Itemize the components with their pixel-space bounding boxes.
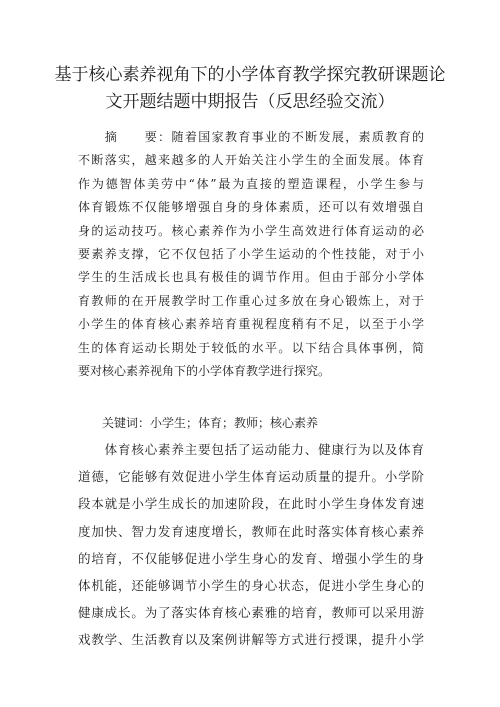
abstract-line: 生的体育运动长期处于较低的水平。以下结合具体事例，简 xyxy=(78,340,424,355)
abstract-line: 不断落实，越来越多的人开始关注小学生的全面发展。体育 xyxy=(78,153,424,168)
abstract-section xyxy=(78,126,424,383)
keywords-line: 关键词：小学生；体育；教师；核心素养 xyxy=(78,416,319,430)
paragraph-line: 体机能，还能够调节小学生的身心状态，促进小学生身心的 xyxy=(78,578,424,594)
abstract-line: 作为德智体美劳中“体”最为直接的塑造课程，小学生参与 xyxy=(78,176,424,191)
paragraph-line: 的培育，不仅能够促进小学生身心的发育、增强小学生的身 xyxy=(78,550,424,566)
abstract-line: 身的运动技巧。核心素养作为小学生高效进行体育运动的必 xyxy=(78,223,424,238)
document-title xyxy=(40,62,460,116)
paragraph-line: 戏教学、生活教育以及案例讲解等方式进行授课，提升小学 xyxy=(78,632,424,648)
abstract-line: 小学生的体育核心素养培育重视程度稍有不足，以至于小学 xyxy=(78,317,424,332)
abstract-line: 要素养支撑，它不仅包括了小学生运动的个性技能，对于小 xyxy=(78,247,424,262)
title-line-1: 基于核心素养视角下的小学体育教学探究教研课题论 xyxy=(54,65,446,85)
body-paragraph xyxy=(78,436,424,654)
paragraph-line: 道德，它能够有效促进小学生体育运动质量的提升。小学阶 xyxy=(78,469,424,485)
paragraph-line: 体育核心素养主要包括了运动能力、健康行为以及体育 xyxy=(78,442,424,457)
abstract-line: 体育锻炼不仅能够增强自身的身体素质，还可以有效增强自 xyxy=(78,200,424,215)
abstract-line: 育教师的在开展教学时工作重心过多放在身心锻炼上，对于 xyxy=(78,293,424,308)
abstract-line: 学生的生活成长也具有极佳的调节作用。但由于部分小学体 xyxy=(78,270,424,285)
title-line-2: 文开题结题中期报告（反思经验交流） xyxy=(105,92,395,112)
abstract-line: 摘 要：随着国家教育事业的不断发展，素质教育的 xyxy=(78,130,424,144)
paragraph-line: 度加快、智力发育速度增长，教师在此时落实体育核心素养 xyxy=(78,523,424,539)
paragraph-line: 健康成长。为了落实体育核心素雅的培育，教师可以采用游 xyxy=(78,605,424,621)
abstract-line: 要对核心素养视角下的小学体育教学进行探究。 xyxy=(78,364,331,379)
paragraph-line: 段本就是小学生成长的加速阶段，在此时小学生身体发育速 xyxy=(78,496,424,512)
